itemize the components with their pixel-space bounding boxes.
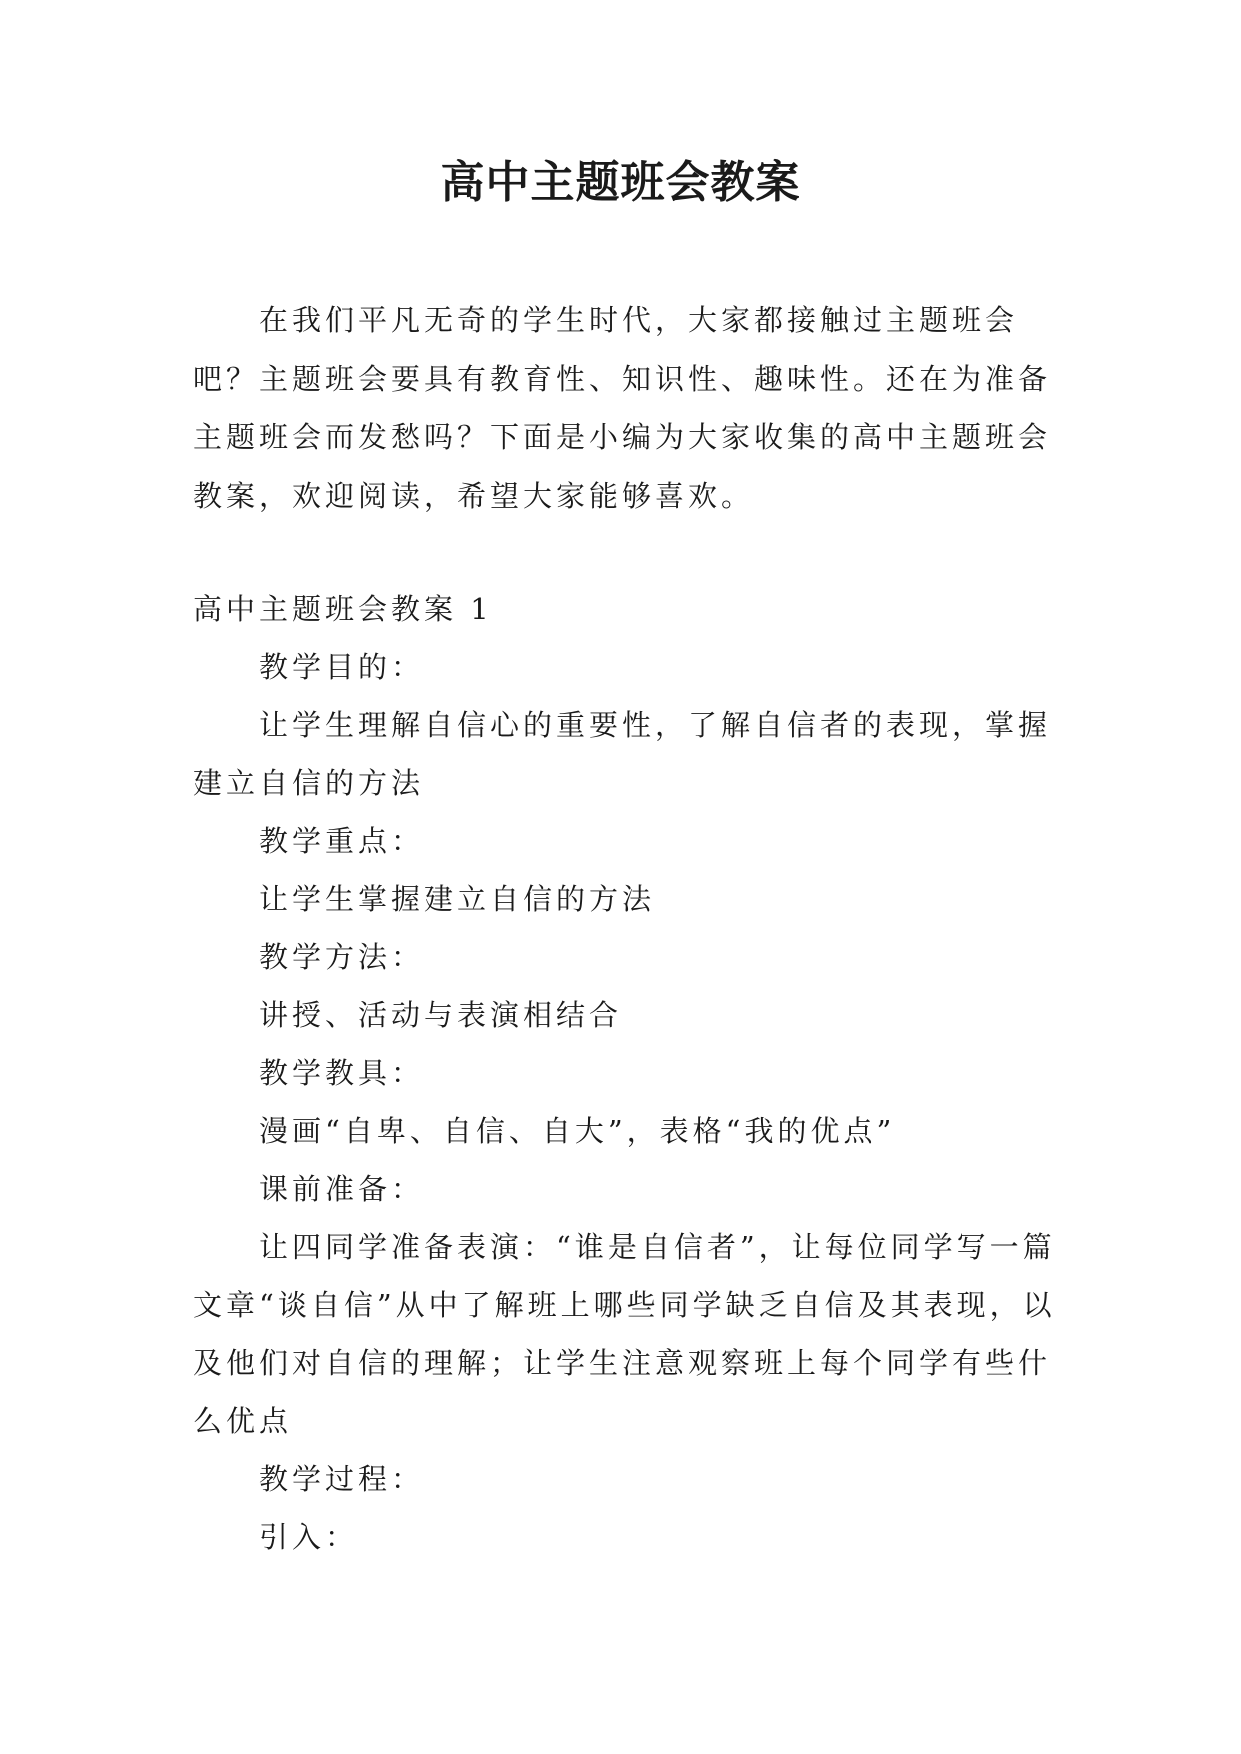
paragraph-method: 讲授、活动与表演相结合 xyxy=(259,998,623,1032)
paragraph-preparation: 让四同学准备表演：“谁是自信者”，让每位同学写一篇文章“谈自信”从中了解班上哪些同学缺乏自信及其表现，以及他们对自信的理解；让学生注意观察班上每个同学有些什么优点 xyxy=(193,1230,1056,1438)
paragraph-aids-label: 教学教具： xyxy=(259,1056,425,1090)
document-title: 高中主题班会教案 xyxy=(440,157,801,208)
paragraph-teaching-goal-label: 教学目的： xyxy=(259,650,425,684)
section-heading: 高中主题班会教案 1 xyxy=(193,592,493,626)
paragraph-method-label: 教学方法： xyxy=(259,940,425,974)
paragraph-key-point: 让学生掌握建立自信的方法 xyxy=(259,882,656,916)
paragraph-key-point-label: 教学重点： xyxy=(259,824,425,858)
paragraph-aids: 漫画“自卑、自信、自大”，表格“我的优点” xyxy=(259,1114,896,1148)
intro-text: 在我们平凡无奇的学生时代，大家都接触过主题班会吧？主题班会要具有教育性、知识性、趣味性。还在为准备主题班会而发愁吗？下面是小编为大家收集的高中主题班会教案，欢迎阅读，希望大家能够喜欢。 xyxy=(193,303,1052,513)
paragraph-process-label: 教学过程： xyxy=(259,1462,425,1496)
intro-paragraph xyxy=(193,291,1061,525)
paragraph-teaching-goal: 让学生理解自信心的重要性，了解自信者的表现，掌握建立自信的方法 xyxy=(193,708,1052,800)
paragraph-preparation-label: 课前准备： xyxy=(259,1172,425,1206)
paragraph-introduction-label: 引入： xyxy=(259,1520,359,1554)
lesson-plan-section xyxy=(193,580,1061,1566)
